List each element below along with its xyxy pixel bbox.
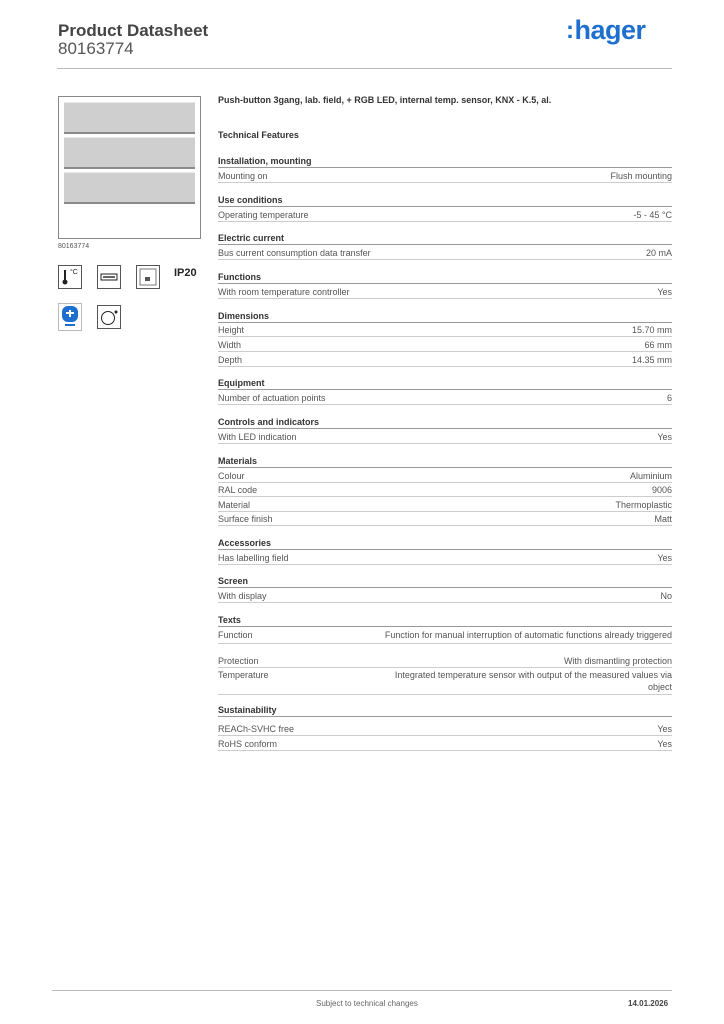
footer-divider (52, 990, 672, 991)
technical-features-heading: Technical Features (218, 130, 299, 140)
section-electric-title: Electric current (218, 233, 672, 245)
rocker-2 (64, 137, 195, 169)
header-divider (57, 68, 672, 69)
spec-row: Mounting on Flush mounting (218, 171, 672, 181)
label-field-icon (97, 265, 121, 289)
spec-row: Surface finish Matt (218, 514, 672, 524)
spec-row: Depth 14.35 mm (218, 355, 672, 365)
section-controls-title: Controls and indicators (218, 417, 672, 429)
section-texts-title: Texts (218, 615, 672, 627)
spec-row: Width 66 mm (218, 340, 672, 350)
spec-row: With room temperature controller Yes (218, 287, 672, 297)
ip-rating-badge: IP20 (174, 267, 197, 279)
footer-note: Subject to technical changes (316, 999, 418, 1008)
spec-row: Operating temperature -5 - 45 °C (218, 210, 672, 220)
spec-row: Temperature Integrated temperature sensor with output of the measured values via object (218, 670, 672, 695)
spec-row: Material Thermoplastic (218, 500, 672, 510)
spec-row: Colour Aluminium (218, 471, 672, 481)
section-use-title: Use conditions (218, 195, 672, 207)
product-image (58, 96, 201, 239)
section-accessories-title: Accessories (218, 538, 672, 550)
spec-row: Protection With dismantling protection (218, 656, 672, 666)
rocker-3 (64, 172, 195, 204)
temperature-unit: °C (70, 269, 78, 276)
spec-row: Function Function for manual interruption of automatic functions already triggered (218, 630, 672, 644)
rocker-1 (64, 102, 195, 134)
page-title: Product Datasheet (58, 21, 209, 40)
rgb-led-icon (97, 305, 121, 329)
spec-row: REACh-SVHC free Yes (218, 724, 672, 734)
spec-row: RoHS conform Yes (218, 739, 672, 749)
spec-row: With display No (218, 591, 672, 601)
spec-row: With LED indication Yes (218, 432, 672, 442)
section-sustainability-title: Sustainability (218, 705, 672, 717)
section-installation-title: Installation, mounting (218, 156, 672, 168)
device-sensor-icon (136, 265, 160, 289)
thermometer-icon (58, 265, 82, 289)
brand-name: hager (574, 15, 646, 45)
section-screen-title: Screen (218, 576, 672, 588)
section-dimensions-title: Dimensions (218, 311, 672, 323)
spec-row: Has labelling field Yes (218, 553, 672, 563)
section-equipment-title: Equipment (218, 378, 672, 390)
spec-row: Bus current consumption data transfer 20 mA (218, 248, 672, 258)
spec-row: Number of actuation points 6 (218, 393, 672, 403)
product-code: 80163774 (58, 39, 134, 58)
section-materials-title: Materials (218, 456, 672, 468)
footer-date: 14.01.2026 (628, 999, 669, 1008)
section-functions-title: Functions (218, 272, 672, 284)
image-caption: 80163774 (58, 243, 90, 250)
spec-row: Height 15.70 mm (218, 325, 672, 335)
product-description: Push-button 3gang, lab. field, + RGB LED, internal temp. sensor, KNX - K.5, al. (218, 95, 552, 105)
spec-row: RAL code 9006 (218, 485, 672, 495)
knx-logo-icon (58, 303, 82, 331)
brand-logo: :hager (566, 15, 646, 45)
